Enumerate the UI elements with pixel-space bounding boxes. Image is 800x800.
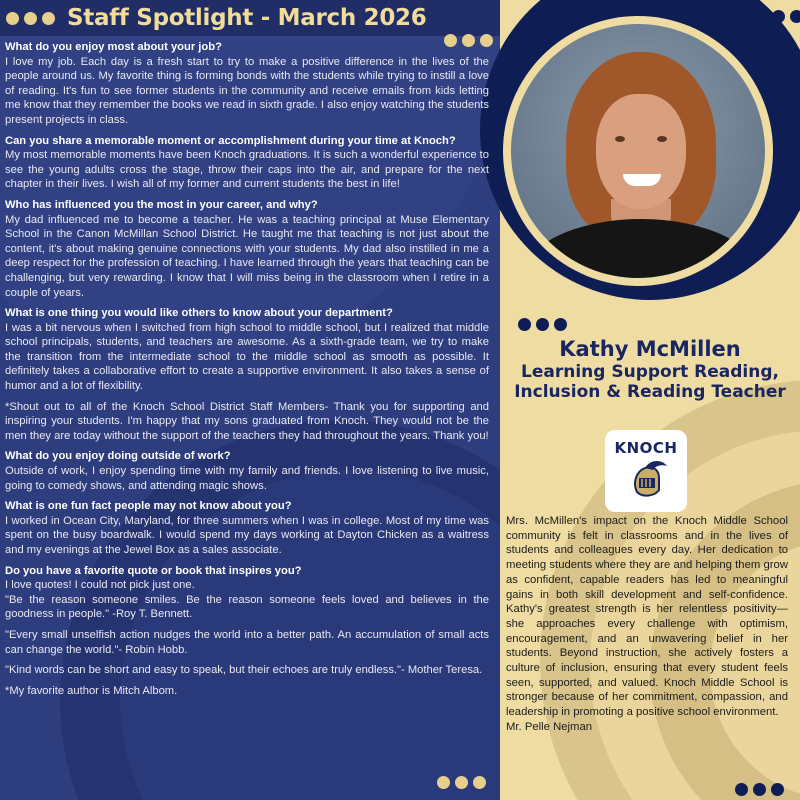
photo-eye — [657, 136, 667, 142]
knight-helmet-icon — [623, 456, 669, 502]
answer: My dad influenced me to become a teacher. He was a teaching principal at Muse Elementary School in the Canon McMillan School District. He taught me that teaching is not just about the content, it's about making genuine connections with your students. My dad also instilled in me a deep respect for the profession of teaching. I have learned through the years that teaching can be challenging, but very rewarding. I know that I will miss being in the classroom when I retire in a couple of years. — [5, 213, 489, 299]
question: Who has influenced you the most in your career, and why? — [5, 198, 318, 211]
decorative-dots-icon — [437, 776, 486, 789]
page-title: Staff Spotlight - March 2026 — [67, 5, 427, 31]
dot-icon — [536, 318, 549, 331]
dot-icon — [6, 12, 19, 25]
staff-name: Kathy McMillen — [559, 337, 741, 361]
photo-face — [596, 94, 686, 209]
profile-photo — [511, 24, 765, 278]
dot-icon — [455, 776, 468, 789]
decorative-dots-icon — [754, 10, 800, 23]
answer: I worked in Ocean City, Maryland, for three summers when I was in college. Most of my time was spent on the busy boardwalk. I would spend my days working at Dayton Chicken as a waitress and my evenings at the Jewel Box as a sales associate. — [5, 514, 489, 556]
decorative-dots-icon — [735, 783, 784, 796]
shout-out-note: *Shout out to all of the Knoch School District Staff Members- Thank you for supporting and inspiring your students. I'm happy that my sons graduated from Knoch. They would not be the men they are today without the support of the teachers they had throughout the years. Thank you! — [5, 400, 489, 442]
logo-wordmark: KNOCH — [614, 439, 678, 457]
tribute-body: Mrs. McMillen's impact on the Knoch Middle School community is felt in classrooms and in the lives of students and colleagues every day. Her dedication to meeting students where they are and helping them grow as confident, capable readers has led to meaningful gains in both skill development and self-confidence. Kathy's greatest strength is her relentless positivity—she approaches every challenge with optimism, encouragement, and an unwavering belief in her students. Beyond instruction, she actively fosters a culture of inclusion, ensuring that every student feels seen, supported, and valued. Knoch Middle School is stronger because of her commitment, compassion, and leadership in promoting a positive school environment. — [506, 515, 788, 719]
dot-icon — [437, 776, 450, 789]
dot-icon — [735, 783, 748, 796]
question: Can you share a memorable moment or accomplishment during your time at Knoch? — [5, 134, 456, 147]
school-logo — [605, 430, 687, 512]
dot-icon — [518, 318, 531, 331]
dot-icon — [790, 10, 800, 23]
decorative-dots-icon — [518, 318, 567, 331]
decorative-dots-icon — [6, 12, 55, 25]
quote: "Kind words can be short and easy to speak, but their echoes are truly endless."- Mother Teresa. — [5, 664, 483, 677]
answer: I love quotes! I could not pick just one. — [5, 579, 195, 592]
question: What do you enjoy most about your job? — [5, 41, 222, 53]
tribute-text — [506, 514, 788, 735]
staff-role-line1: Learning Support Reading, — [521, 362, 779, 382]
dot-icon — [753, 783, 766, 796]
interview-content — [5, 38, 489, 698]
answer: Outside of work, I enjoy spending time with my family and friends. I love listening to live music, going to comedy shows, and attending magic shows. — [5, 465, 489, 492]
dot-icon — [772, 10, 785, 23]
question: What do you enjoy doing outside of work? — [5, 450, 231, 463]
dot-icon — [554, 318, 567, 331]
question: What is one fun fact people may not know about you? — [5, 500, 292, 513]
photo-smile — [623, 174, 661, 186]
dot-icon — [42, 12, 55, 25]
quote: "Every small unselfish action nudges the world into a better path. An accumulation of small acts can change the world."- Robin Hobb. — [5, 628, 489, 656]
photo-eye — [615, 136, 625, 142]
staff-role-line2: Inclusion & Reading Teacher — [514, 382, 786, 402]
quote: "Be the reason someone smiles. Be the reason someone feels loved and believes in the goodness in people." -Roy T. Bennett. — [5, 593, 489, 621]
photo-shirt — [521, 219, 761, 278]
answer: My most memorable moments have been Knoch graduations. It is such a wonderful experience to see the young adults cross the stage, throw their caps into the air, and prepare for the next chapter in their lives. I wish all of my former and current students the best in life! — [5, 149, 489, 191]
tribute-signature: Mr. Pelle Nejman — [506, 720, 593, 733]
answer: I was a bit nervous when I switched from high school to middle school, but I realized that middle school principals, students, and teachers are awesome. As a sixth-grade team, we try to make the transition from the intermediate school to the middle school as smooth as possible. It definitely takes a collaborative effort to create a supportive environment. It also takes a sense of humor and a lot of flexibility. — [5, 321, 489, 393]
dot-icon — [473, 776, 486, 789]
dot-icon — [24, 12, 37, 25]
header — [6, 2, 426, 34]
favorite-author: *My favorite author is Mitch Albom. — [5, 684, 178, 697]
dot-icon — [771, 783, 784, 796]
dot-icon — [754, 10, 767, 23]
answer: I love my job. Each day is a fresh start to try to make a positive difference in the lives of the people around us. My favorite thing is forming bonds with the students while trying to instill a love of reading. It's fun to see former students in the community and receive emails from kids letting me know that they remember the books we read in sixth grade. I also enjoy watching the students present projects in class. — [5, 55, 489, 126]
question: What is one thing you would like others to know about your department? — [5, 307, 393, 320]
profile-heading — [500, 336, 800, 402]
question: Do you have a favorite quote or book that inspires you? — [5, 564, 302, 577]
